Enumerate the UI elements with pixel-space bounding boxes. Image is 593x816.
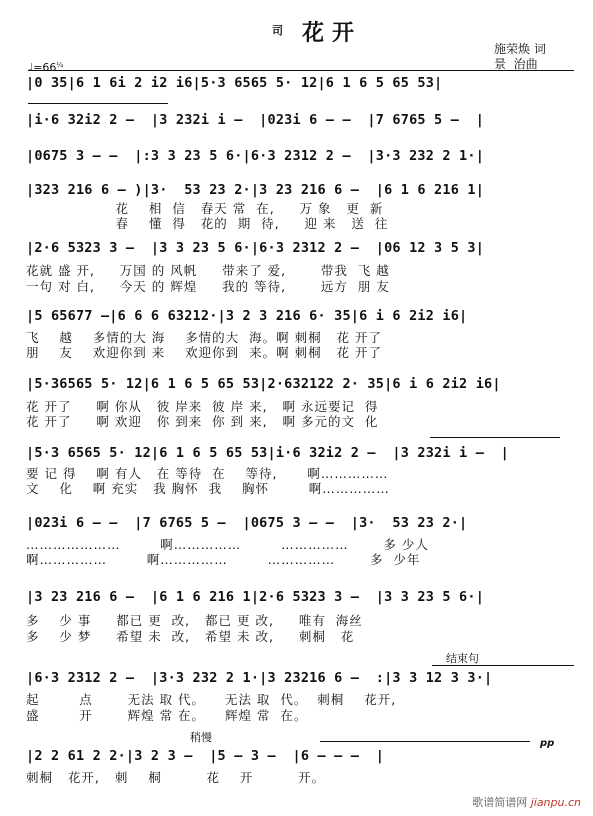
slur-line bbox=[28, 70, 574, 71]
notation-line-4: |323 216 6 – )|3· 53 23 2·|3 23 216 6 – |6 1 6 216 1| bbox=[26, 182, 485, 198]
lyric-line-5b: 一句 对 白, 今天 的 辉煌 我的 等待, 远方 朋 友 bbox=[26, 279, 390, 294]
notation-line-12: |2 2 61 2 2·|3 2 3 – |5 – 3 – |6 – – – | bbox=[26, 748, 385, 764]
notation-line-8: |5·3 6565 5· 12|6 1 6 5 65 53|i·6 32i2 2 – |3 232i i – | bbox=[26, 445, 510, 461]
lyric-line-10b: 多 少 梦 希望 未 改, 希望 未 改, 刺桐 花 bbox=[26, 629, 355, 644]
lyric-line-9a: ………………… 啊…………… …………… 多 少人 bbox=[26, 537, 429, 552]
composer-credit: 景 治曲 bbox=[494, 57, 538, 71]
notation-line-5: |2·6 5323 3 – |3 3 23 5 6·|6·3 2312 2 – |06 12 3 5 3| bbox=[26, 240, 485, 256]
watermark bbox=[472, 794, 581, 810]
tempo-marking bbox=[28, 61, 63, 74]
slur-line bbox=[430, 437, 560, 438]
notation-line-1: |0 35|6 1 6i 2 i2 i6|5·3 6565 5· 12|6 1 6 5 65 53| bbox=[26, 75, 443, 91]
lyric-line-9b: 啊…………… 啊…………… …………… 多 少年 bbox=[26, 552, 421, 567]
song-title: 花开 bbox=[302, 20, 363, 46]
slur-line bbox=[28, 103, 168, 104]
notation-line-6: |5 65677 –|6 6 6 63212·|3 2 3 216 6· 35|6 i 6 2i2 i6| bbox=[26, 308, 468, 324]
ending-bracket bbox=[432, 665, 574, 666]
lyric-line-7b: 花 开了 啊 欢迎 你 到来 你 到 来, 啊 多元的文 化 bbox=[26, 414, 379, 429]
lyric-line-8a: 要 记 得 啊 有人 在 等待 在 等待, 啊…………… bbox=[26, 466, 389, 481]
lyric-line-12: 刺桐 花开, 刺 桐 花 开 开。 bbox=[26, 770, 326, 785]
lyricist-credit: 施荣焕 词 bbox=[494, 42, 546, 56]
lyric-line-6a: 飞 越 多情的大 海 多情的大 海。啊 刺桐 花 开了 bbox=[26, 330, 382, 345]
notation-line-10: |3 23 216 6 – |6 1 6 216 1|2·6 5323 3 – |3 3 23 5 6·| bbox=[26, 589, 485, 605]
lyric-line-10a: 多 少 事 都已 更 改, 都已 更 改, 唯有 海丝 bbox=[26, 613, 363, 628]
notation-line-3: |0675 3 – – |:3 3 23 5 6·|6·3 2312 2 – |3·3 232 2 1·| bbox=[26, 148, 485, 164]
notation-line-2: |i·6 32i2 2 – |3 232i i – |023i 6 – – |7 6765 5 – | bbox=[26, 112, 485, 128]
lyric-line-11b: 盛 开 辉煌 常 在。 辉煌 常 在。 bbox=[26, 708, 308, 723]
ending-label: 结束句 bbox=[446, 652, 479, 665]
dynamic-pp: pp bbox=[540, 738, 555, 749]
watermark-cn: 歌谱简谱网 bbox=[472, 796, 528, 809]
lyric-line-4b: 春 懂 得 花的 期 待, 迎 来 送 往 bbox=[26, 216, 389, 231]
lyric-line-4a: 花 相 信 春天 常 在, 万 象 更 新 bbox=[26, 201, 384, 216]
tempo-value: ♩=66 bbox=[28, 61, 57, 74]
lyric-line-5a: 花就 盛 开, 万国 的 风帆 带来了 爱, 带我 飞 越 bbox=[26, 263, 390, 278]
tempo-slow-label: 稍慢 bbox=[190, 731, 212, 744]
lyric-line-8b: 文 化 啊 充实 我 胸怀 我 胸怀 啊…………… bbox=[26, 481, 390, 496]
fermata-line bbox=[320, 741, 530, 742]
title-prefix: 司 bbox=[272, 24, 283, 37]
lyric-line-7a: 花 开了 啊 你从 彼 岸来 彼 岸 来, 啊 永远要记 得 bbox=[26, 399, 379, 414]
notation-line-7: |5·36565 5· 12|6 1 6 5 65 53|2·632122 2· 35|6 i 6 2i2 i6| bbox=[26, 376, 501, 392]
watermark-site: jianpu.cn bbox=[530, 796, 581, 809]
lyric-line-11a: 起 点 无法 取 代。 无法 取 代。 刺桐 花开, bbox=[26, 692, 397, 707]
notation-line-11: |6·3 2312 2 – |3·3 232 2 1·|3 23216 6 – :|3 3 12 3 3·| bbox=[26, 670, 493, 686]
notation-line-9: |023i 6 – – |7 6765 5 – |0675 3 – – |3· 53 23 2·| bbox=[26, 515, 468, 531]
lyric-line-6b: 朋 友 欢迎你到 来 欢迎你到 来。啊 刺桐 花 开了 bbox=[26, 345, 382, 360]
tempo-sup: ¼ bbox=[56, 61, 64, 69]
